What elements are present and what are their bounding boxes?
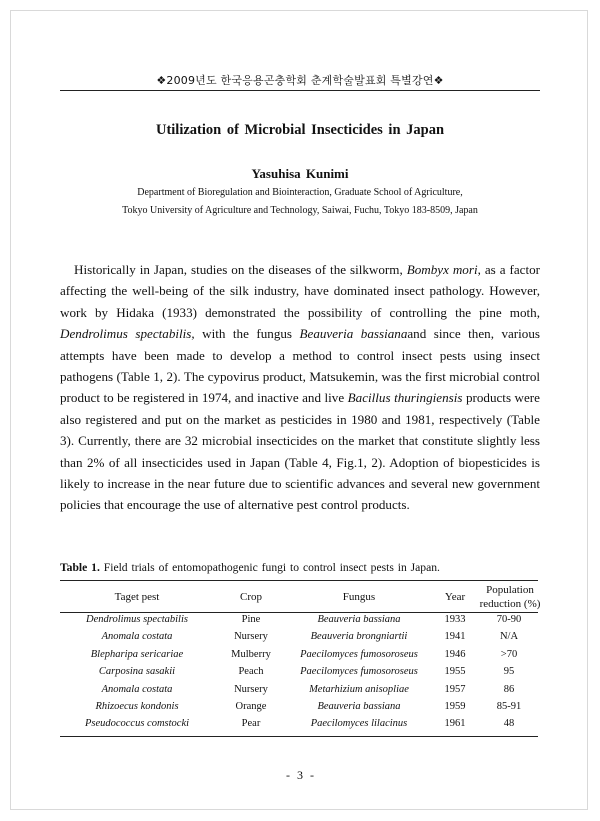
table-cell-fungus: Beauveria brongniartii	[310, 631, 408, 643]
table-bottom-rule	[60, 736, 538, 737]
table-cell-fungus: Metarhizium anisopliae	[309, 683, 409, 695]
table-cell-year: 1959	[444, 701, 466, 712]
paper-title: Utilization of Microbial Insecticides in Japan	[155, 122, 445, 138]
table-cell-crop: Mulberry	[231, 648, 271, 660]
table-cell-year: 1955	[444, 666, 466, 678]
table-cell-crop: Peach	[238, 666, 264, 678]
table-cell-crop: Pear	[241, 718, 261, 730]
author-name: Yasuhisa Kunimi	[251, 166, 349, 181]
table-header-rule	[60, 612, 538, 613]
table-cell-pest: Anomala costata	[101, 631, 173, 643]
table-cell-pest: Carposina sasakii	[98, 666, 176, 678]
table-cell-year: 1933	[444, 614, 466, 625]
species-name: Bombyx mori	[406, 262, 478, 277]
table-cell-reduction: 86	[503, 683, 515, 695]
conference-header: ❖2009년도 한국응용곤충학회 춘계학술발표회 특별강연❖	[156, 74, 444, 87]
table-row	[60, 649, 538, 666]
column-header-crop: Crop	[240, 591, 262, 603]
table-row	[60, 614, 538, 631]
table-cell-pest: Anomala costata	[101, 683, 173, 695]
table-cell-year: 1961	[444, 718, 466, 730]
table-cell-year: 1946	[444, 648, 466, 660]
header-rule	[60, 90, 540, 91]
table-cell-reduction: 70-90	[496, 614, 522, 625]
table-cell-reduction: 95	[503, 666, 515, 678]
text-segment: Historically in Japan, studies on the diseases of the silkworm,	[74, 262, 407, 277]
table-cell-fungus: Beauveria bassiana	[317, 614, 401, 625]
table-cell-crop: Orange	[235, 701, 267, 712]
table-row	[60, 631, 538, 648]
table-cell-pest: Rhizoecus kondonis	[95, 701, 179, 712]
affiliation-line-1: Department of Bioregulation and Biointeraction, Graduate School of Agriculture,	[137, 187, 463, 198]
table-cell-pest: Blepharipa sericariae	[90, 648, 184, 660]
page-number: - 3 -	[286, 768, 314, 782]
table-cell-crop: Nursery	[234, 683, 268, 695]
table-row	[60, 684, 538, 701]
text-segment: and since then, various attempts have been made to develop a method to control insect pests using insect pathogens (Table 1, 2). The cypovirus product, Matsukemin, was the first microbial control product to be registered in 1974, and inactive and live	[60, 326, 540, 406]
table-caption	[60, 561, 550, 574]
table-cell-fungus: Paecilomyces fumosoroseus	[300, 648, 418, 660]
column-header-population: Population	[486, 584, 534, 596]
species-name: Dendrolimus spectabilis,	[60, 326, 195, 342]
table-cell-crop: Nursery	[234, 631, 268, 643]
text-segment: with the fungus	[194, 326, 300, 342]
table-cell-fungus: Paecilomyces fumosoroseus	[300, 666, 418, 678]
text-segment: , as a factor affecting the well-being of the silk industry, have dominated insect pathology. However, work by Hidaka (1933) demonstrated the possibility of controlling the pine moth,	[60, 262, 540, 320]
species-name: Beauveria bassiana	[299, 326, 408, 342]
table-top-rule	[60, 580, 538, 581]
table-cell-year: 1941	[444, 631, 466, 643]
table-cell-reduction: N/A	[499, 631, 519, 643]
text-segment: products were also registered and put on the market as pesticides in 1980 and 1981, respectively (Table 3). Currently, there are 32 microbial insecticides on the market that constitute slightly less than 2% of all insecticides used in Japan (Table 4, Fig.1, 2). Adoption of biopesticides is likely to increase in the near future due to scientific advances and several new government policies that encourage the use of alternative pest control products.	[60, 390, 540, 513]
table-cell-fungus: Paecilomyces lilacinus	[310, 718, 408, 730]
table-cell-year: 1957	[444, 683, 466, 695]
table-caption-text: Field trials of entomopathogenic fungi to control insect pests in Japan.	[99, 561, 440, 574]
table-cell-reduction: >70	[500, 648, 518, 660]
species-name: Bacillus thuringiensis	[347, 390, 463, 406]
table-cell-pest: Dendrolimus spectabilis	[86, 614, 188, 625]
table-row	[60, 718, 538, 735]
body-paragraph	[60, 259, 540, 516]
table-cell-fungus: Beauveria bassiana	[317, 701, 401, 712]
table-cell-reduction: 85-91	[496, 701, 522, 712]
table-label: Table 1.	[60, 561, 100, 574]
affiliation-line-2: Tokyo University of Agriculture and Technology, Saiwai, Fuchu, Tokyo 183-8509, Japan	[122, 205, 478, 216]
column-header-reduction: reduction (%)	[479, 598, 541, 610]
table-row	[60, 701, 538, 718]
table-cell-crop: Pine	[241, 614, 261, 625]
table-cell-reduction: 48	[503, 718, 515, 730]
column-header-fungus: Fungus	[342, 591, 376, 603]
column-header-year: Year	[444, 591, 466, 603]
table-row	[60, 666, 538, 683]
column-header-pest: Taget pest	[114, 591, 160, 603]
table-cell-pest: Pseudococcus comstocki	[84, 718, 190, 730]
